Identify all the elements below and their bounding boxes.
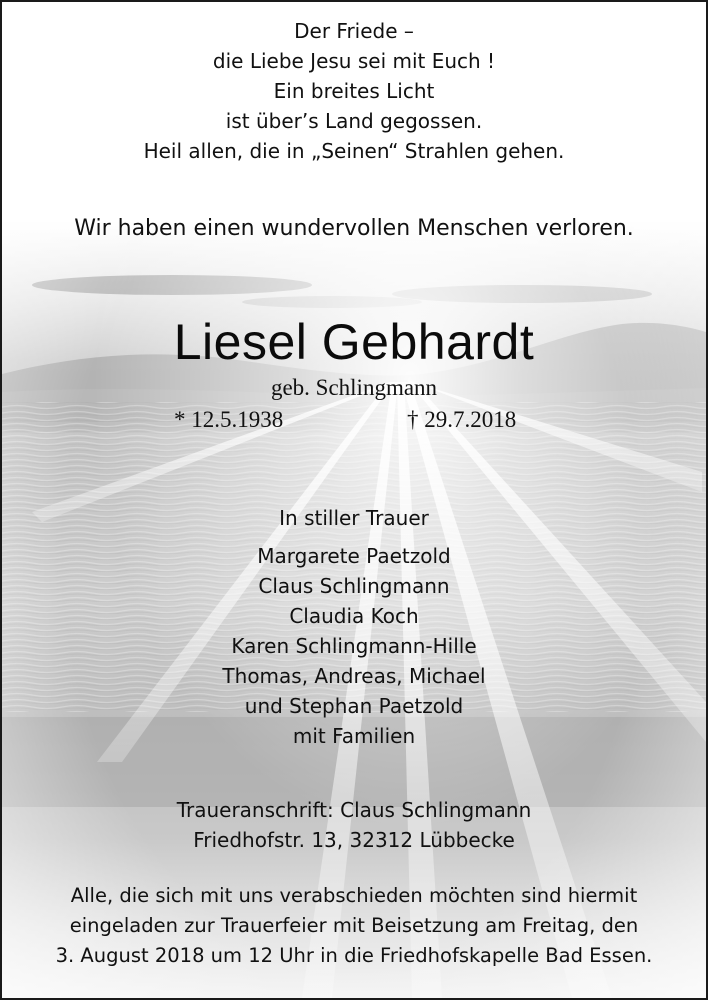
- mourner-name: Claus Schlingmann: [258, 574, 450, 598]
- verse-line: Heil allen, die in „Seinen“ Strahlen gehen.: [143, 139, 565, 163]
- mourner-name: Thomas, Andreas, Michael: [222, 664, 486, 688]
- death-date: † 29.7.2018: [407, 407, 517, 432]
- mourning-heading: In stiller Trauer: [279, 506, 429, 530]
- address-line: Friedhofstr. 13, 32312 Lübbecke: [193, 828, 515, 852]
- mourning-address: [2, 795, 706, 855]
- mourner-name: Karen Schlingmann-Hille: [231, 634, 477, 658]
- mourner-name: Margarete Paetzold: [257, 544, 451, 568]
- mourner-name: und Stephan Paetzold: [244, 694, 464, 718]
- maiden-name: geb. Schlingmann: [270, 375, 438, 400]
- mourners-list: [2, 541, 706, 751]
- verse-line: ist über’s Land gegossen.: [225, 109, 483, 133]
- deceased-name: Liesel Gebhardt: [173, 314, 535, 370]
- invitation-line: 3. August 2018 um 12 Uhr in die Friedhofskapelle Bad Essen.: [55, 944, 653, 967]
- birth-date: * 12.5.1938: [174, 407, 284, 432]
- funeral-invitation: [2, 881, 706, 971]
- mourner-name: mit Familien: [292, 724, 416, 748]
- invitation-line: eingeladen zur Trauerfeier mit Beisetzung am Freitag, den: [69, 914, 639, 937]
- intro-text: Wir haben einen wundervollen Menschen verloren.: [74, 216, 634, 241]
- invitation-line: Alle, die sich mit uns verabschieden möchten sind hiermit: [70, 884, 638, 907]
- address-line: Traueranschrift: Claus Schlingmann: [176, 798, 532, 822]
- verse-line: Der Friede –: [294, 19, 414, 43]
- verse-line: die Liebe Jesu sei mit Euch !: [212, 49, 496, 73]
- mourner-name: Claudia Koch: [289, 604, 419, 628]
- verse-line: Ein breites Licht: [273, 79, 435, 103]
- verse: [2, 16, 706, 166]
